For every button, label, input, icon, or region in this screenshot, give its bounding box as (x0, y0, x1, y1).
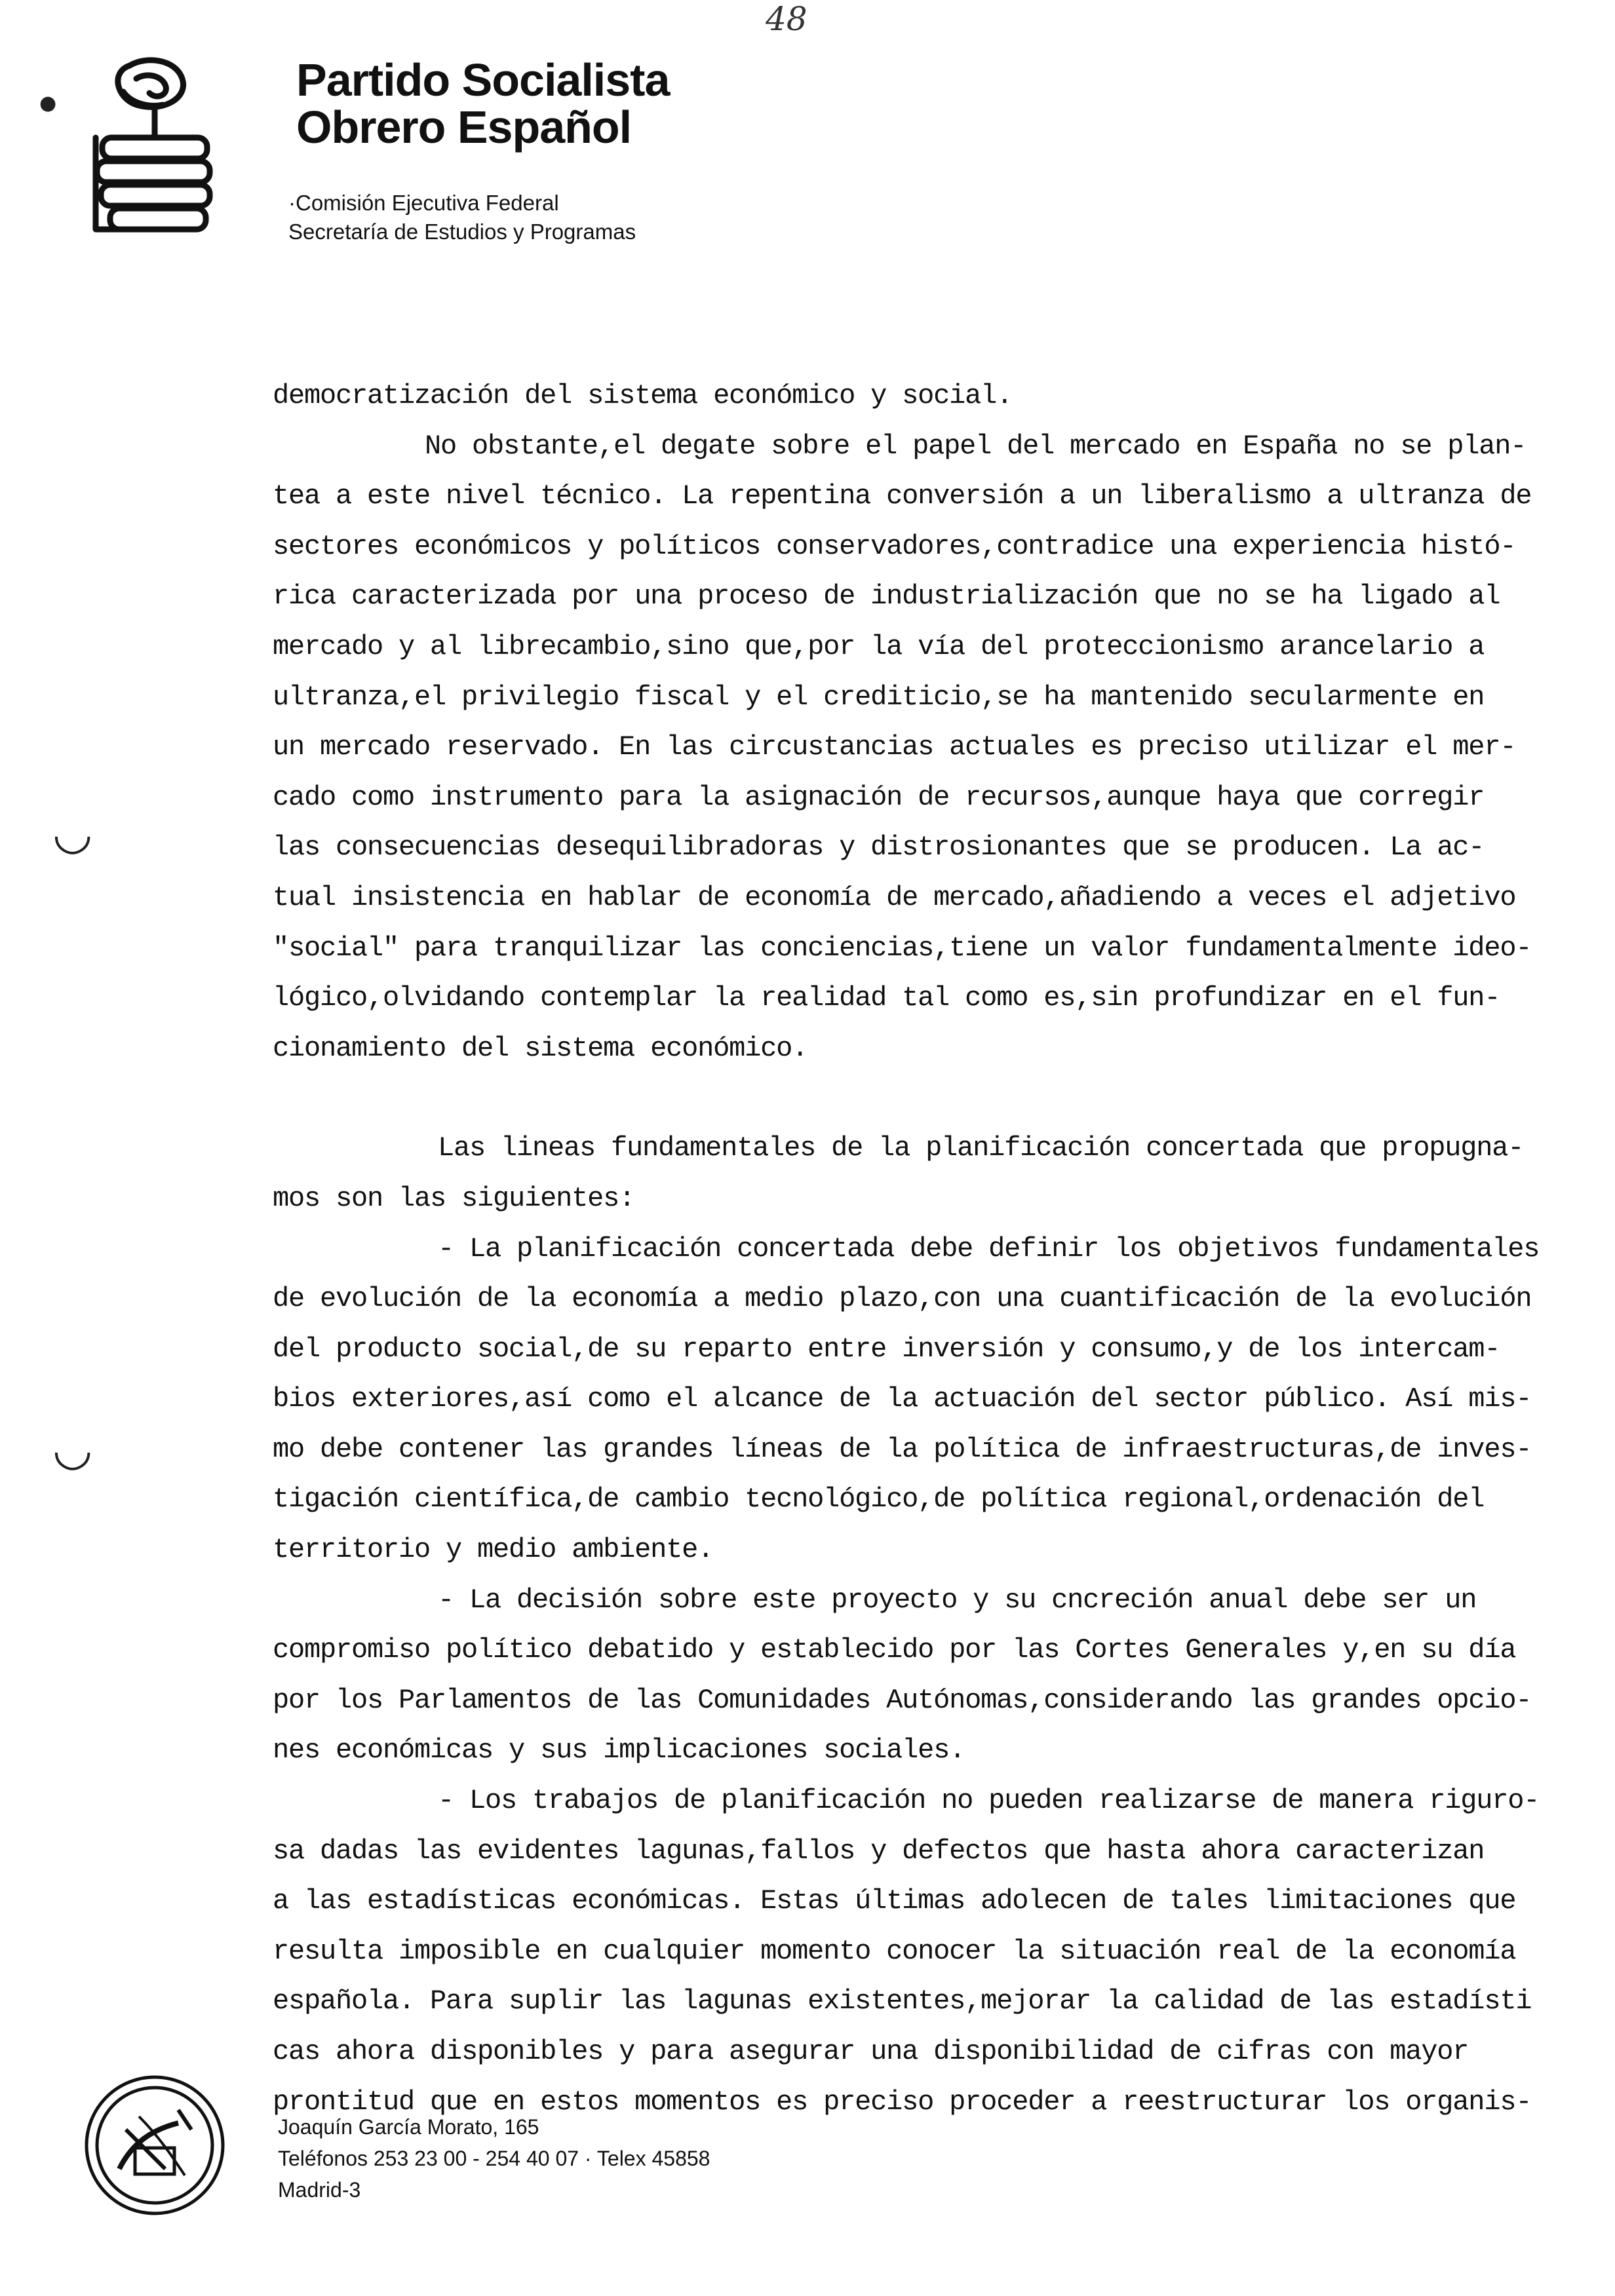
text-line: - Los trabajos de planificación no pueden realizarse de manera riguro- (438, 1785, 1540, 1817)
text-line: territorio y medio ambiente. (273, 1534, 714, 1566)
text-line: sa dadas las evidentes lagunas,fallos y defectos que hasta ahora caracterizan (273, 1835, 1485, 1867)
text-line: Las lineas fundamentales de la planificación concertada que propugna- (438, 1132, 1524, 1164)
margin-mark-icon: ◡ (52, 1422, 93, 1476)
address-line: Joaquín García Morato, 165 (278, 2115, 539, 2139)
text-line: "social" para tranquilizar las conciencias,tiene un valor fundamentalmente ideo- (273, 932, 1532, 964)
text-line: del producto social,de su reparto entre inversión y consumo,y de los intercam- (273, 1333, 1500, 1365)
text-line: mercado y al librecambio,sino que,por la vía del proteccionismo arancelario a (273, 630, 1485, 662)
document-body (273, 371, 1610, 2127)
text-line: bios exteriores,así como el alcance de la actuación del sector público. Así mis- (273, 1383, 1532, 1415)
footer-address (278, 2111, 710, 2206)
page-number: 48 (766, 0, 808, 38)
text-line: nes económicas y sus implicaciones sociales. (273, 1734, 965, 1767)
text-line: ultranza,el privilegio fiscal y el crediticio,se ha mantenido secularmente en (273, 681, 1485, 713)
text-line: prontitud que en estos momentos es preciso proceder a reestructurar los organis- (273, 2086, 1532, 2118)
text-line: - La decisión sobre este proyecto y su cncreción anual debe ser un (438, 1584, 1477, 1616)
party-name (296, 56, 669, 151)
paragraph-gap (273, 1073, 1610, 1123)
text-line: las consecuencias desequilibradoras y distrosionantes que se producen. La ac- (273, 832, 1485, 864)
psoe-fist-rose-logo-icon (84, 52, 228, 236)
text-line: cas ahora disponibles y para asegurar una disponibilidad de cifras con mayor (273, 2036, 1469, 2067)
text-line: un mercado reservado. En las circustancias actuales es preciso utilizar el mer- (273, 731, 1516, 763)
text-line: democratización del sistema económico y social. (273, 380, 1013, 411)
text-line: cionamiento del sistema económico. (273, 1032, 808, 1064)
text-line: de evolución de la economía a medio plazo,con una cuantificación de la evolución (273, 1283, 1532, 1315)
text-line: tual insistencia en hablar de economía de mercado,añadiendo a veces el adjetivo (273, 881, 1516, 913)
party-name-line1: Partido Socialista (296, 54, 670, 105)
text-line: sectores económicos y políticos conservadores,contradice una experiencia histó- (273, 530, 1516, 562)
dot-mark-icon: ● (39, 92, 57, 115)
text-line: - La planificación concertada debe definir los objetivos fundamentales (438, 1233, 1540, 1265)
circular-seal-icon (80, 2071, 229, 2220)
text-line: española. Para suplir las lagunas existentes,mejorar la calidad de las estadísti (273, 1985, 1532, 2018)
text-line: rica caracterizada por una proceso de industrialización que no se ha ligado al (273, 581, 1500, 613)
text-line: tea a este nivel técnico. La repentina conversión a un liberalismo a ultranza de (273, 480, 1532, 512)
text-line: No obstante,el degate sobre el papel del mercado en España no se plan- (425, 430, 1527, 462)
text-line: mo debe contener las grandes líneas de la política de infraestructuras,de inves- (273, 1433, 1532, 1465)
committee-block (288, 189, 636, 246)
text-line: resulta imposible en cualquier momento conocer la situación real de la economía (273, 1935, 1516, 1967)
committee-name: ·Comisión Ejecutiva Federal (288, 191, 559, 215)
margin-mark-icon: ◡ (52, 806, 93, 860)
text-line: compromiso político debatido y establecido por las Cortes Generales y,en su día (273, 1634, 1516, 1666)
city-line: Madrid-3 (278, 2178, 361, 2202)
secretariat-name: Secretaría de Estudios y Programas (288, 220, 636, 244)
text-line: lógico,olvidando contemplar la realidad tal como es,sin profundizar en el fun- (273, 982, 1500, 1014)
text-line: por los Parlamentos de las Comunidades Autónomas,considerando las grandes opcio- (273, 1684, 1532, 1716)
text-line: mos son las siguientes: (273, 1182, 635, 1214)
text-line: cado como instrumento para la asignación de recursos,aunque haya que corregir (273, 781, 1485, 813)
text-line: a las estadísticas económicas. Estas últimas adolecen de tales limitaciones que (273, 1885, 1516, 1917)
phones-line: Teléfonos 253 23 00 - 254 40 07 · Telex 45858 (278, 2147, 710, 2170)
text-line: tigación científica,de cambio tecnológico,de política regional,ordenación del (273, 1483, 1485, 1516)
party-name-line2: Obrero Español (296, 102, 632, 153)
